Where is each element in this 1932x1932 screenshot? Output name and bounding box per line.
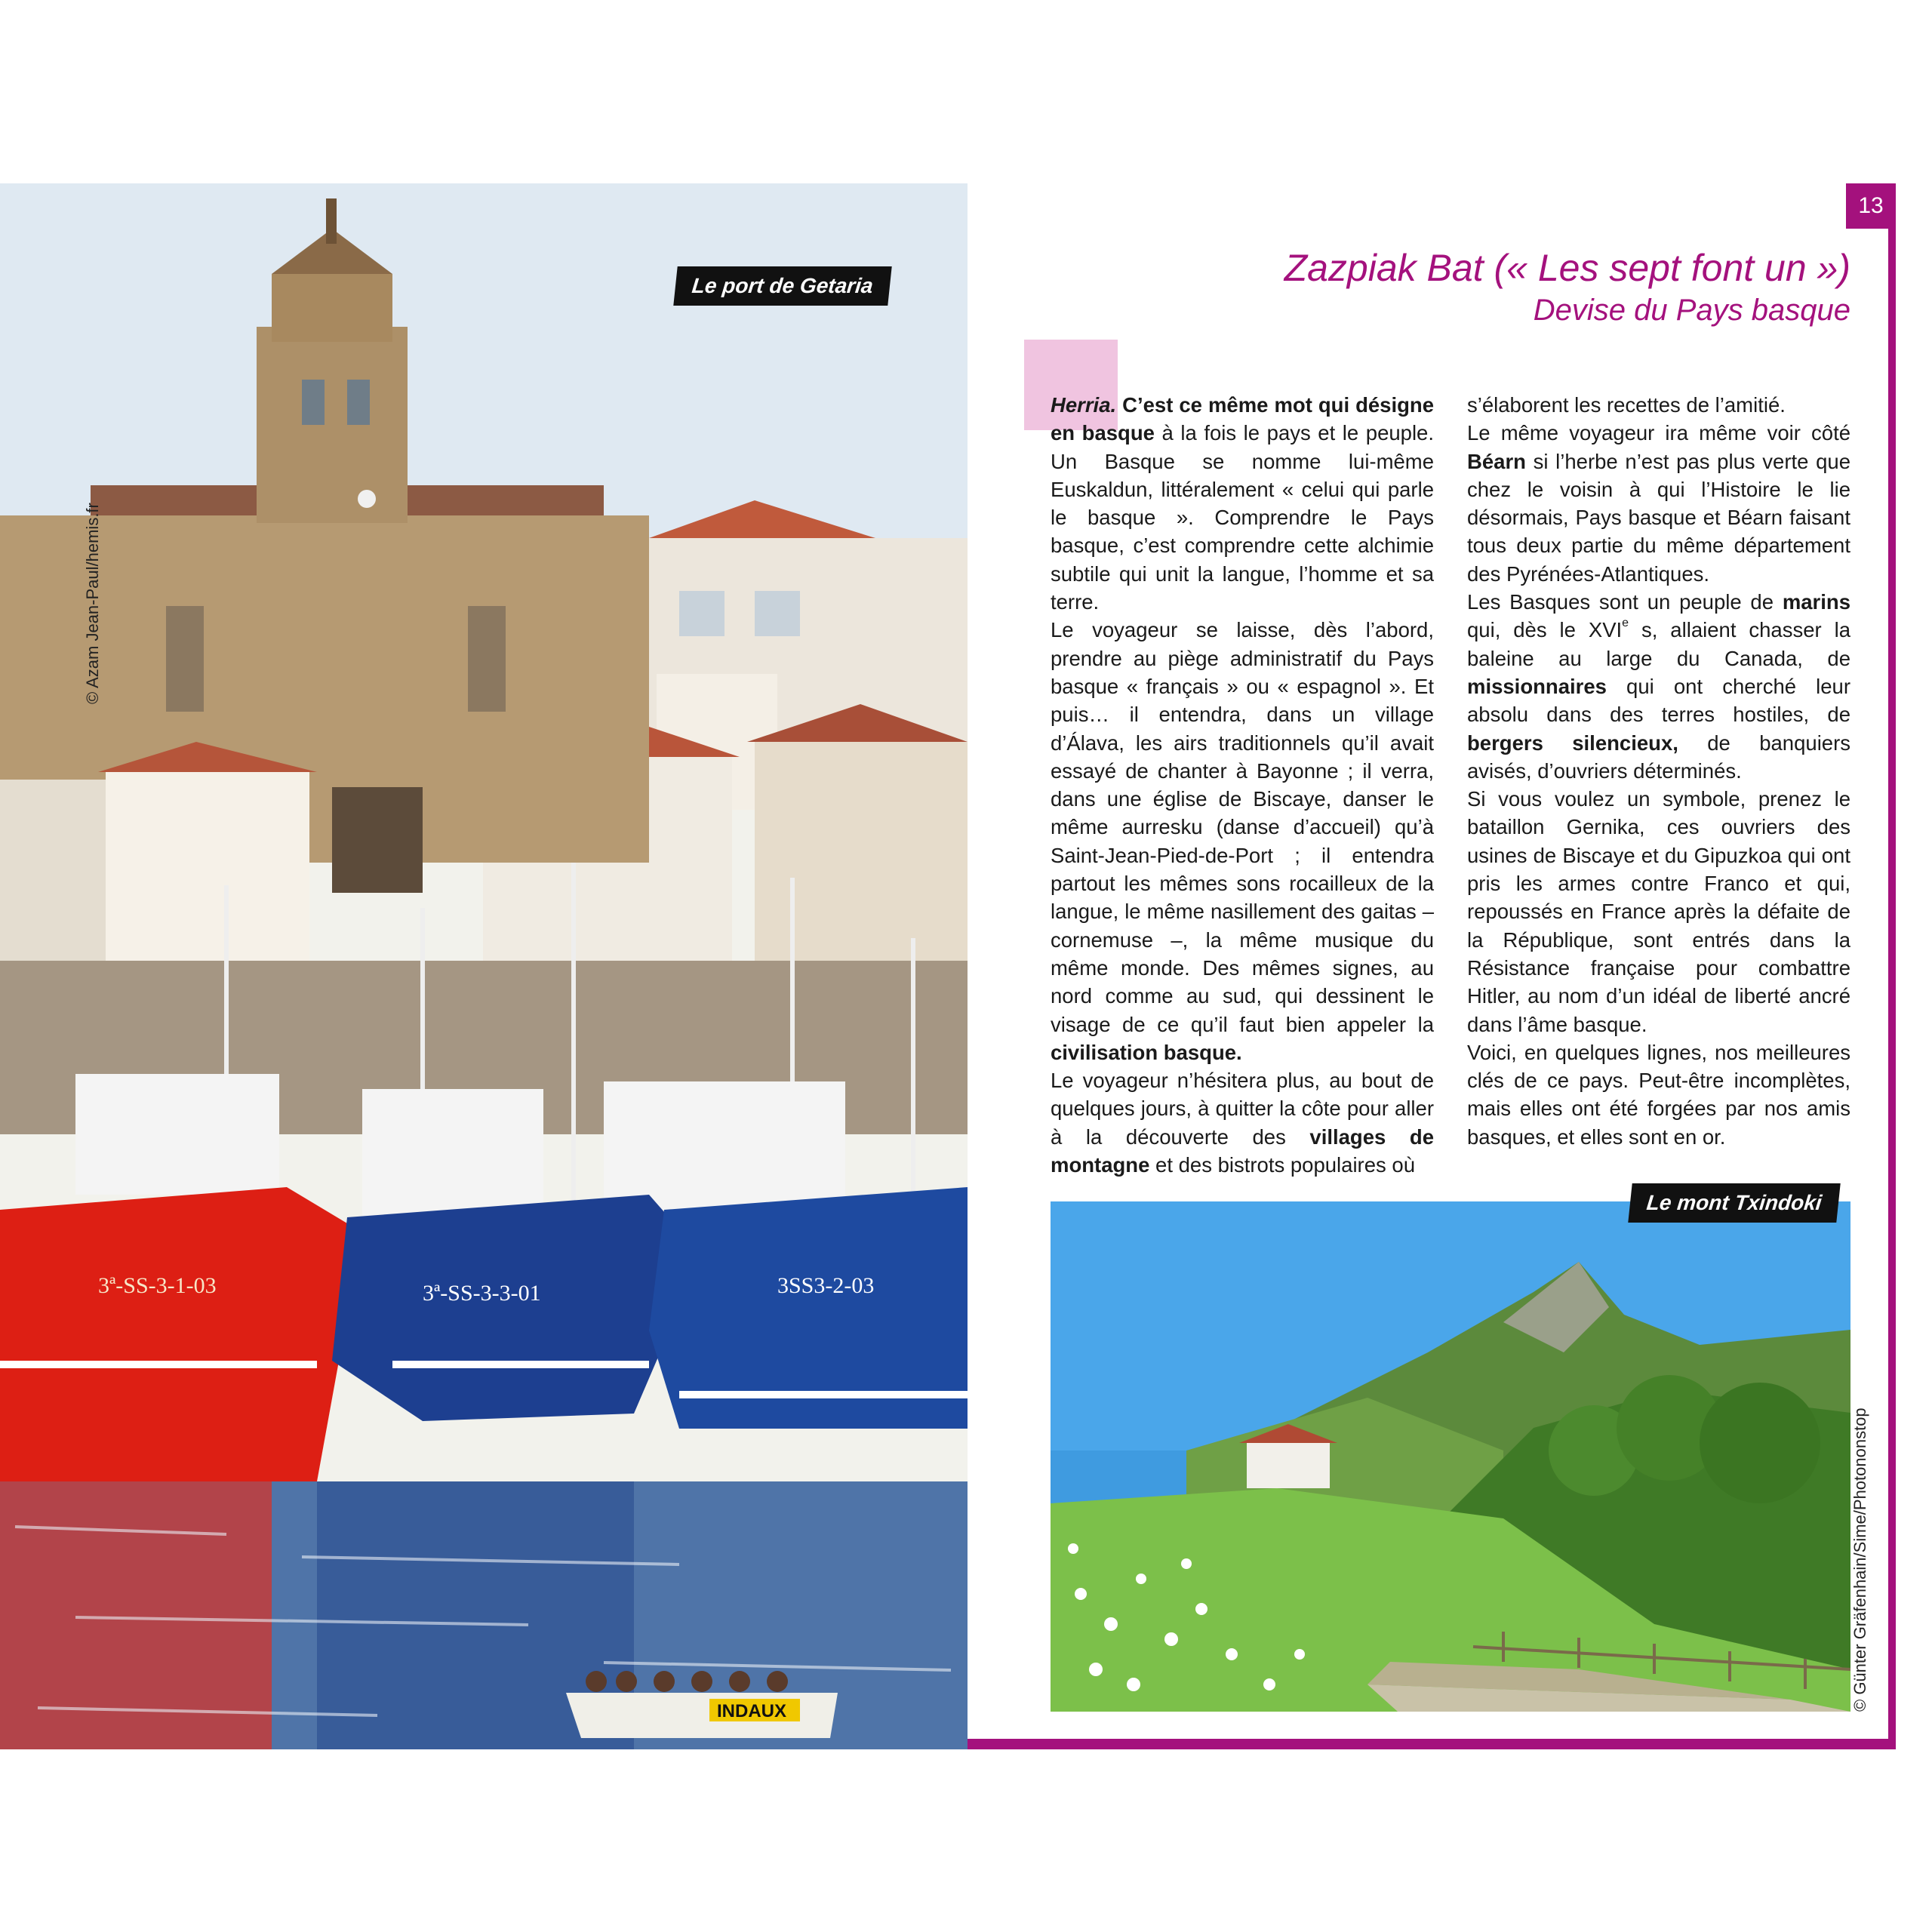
caption-txindoki: Le mont Txindoki bbox=[1628, 1183, 1840, 1223]
body-text: Le voyageur se laisse, dès l’abord, prendre au piège administratif du Pays basque « français » ou « espagnol ». Et puis… il entendra, dans un village d’Álava, les airs traditionnels qu’il avait essayé de chanter à Bayonne ; il verra, dans une église de Biscaye, danser le même aurresku (danse d’accueil) qu’à Saint-Jean-Pied-de-Port ; il entendra partout les mêmes sons rocailleux de la langue, le même nasillement des gaitas – cornemuse –, la même musique du même monde. Des mêmes signes, au nord comme au sud, qui dessinent le visage de ce qu’il faut bien appeler la bbox=[1051, 618, 1434, 1036]
photo-credit-getaria: © Azam Jean-Paul/hemis.fr bbox=[83, 503, 102, 704]
body-text: qui, dès le XVI bbox=[1467, 618, 1623, 642]
superscript: e bbox=[1622, 617, 1629, 630]
getaria-port-photo bbox=[0, 183, 968, 1749]
bold-text: marins bbox=[1782, 590, 1850, 614]
text-column-1 bbox=[1051, 391, 1434, 1179]
body-text: si l’herbe n’est pas plus verte que chez le voisin à qui l’Histoire le lie désormais, Pays basque et Béarn faisant tous deux partie du même département des Pyrénées-Atlantiques. bbox=[1467, 449, 1850, 586]
txindoki-photo bbox=[1051, 1201, 1850, 1712]
paragraph bbox=[1051, 1066, 1434, 1179]
body-text: s’élaborent les recettes de l’amitié. bbox=[1467, 393, 1786, 417]
paragraph bbox=[1467, 785, 1850, 1038]
paragraph bbox=[1051, 391, 1434, 616]
bold-text: C’est ce même mot qui désigne en basque bbox=[1051, 393, 1434, 445]
paragraph bbox=[1467, 391, 1850, 419]
rowboat-label: INDAUX bbox=[717, 1701, 787, 1721]
page-bottom-bar bbox=[968, 1739, 1896, 1749]
bold-text: civilisation basque. bbox=[1051, 1040, 1242, 1064]
body-text: Voici, en quelques lignes, nos meilleures clés de ce pays. Peut-être incomplètes, mais elles ont été forgées par nos amis basques, et elles sont en or. bbox=[1467, 1040, 1850, 1149]
lead-word: Herria. bbox=[1051, 393, 1117, 417]
body-text: qui ont cherché leur absolu dans des terres hostiles, de bbox=[1467, 674, 1850, 727]
body-text: à la fois le pays et le peuple. Un Basque se nomme lui-même Euskaldun, littéralement « celui qui parle le basque ». Comprendre le Pays basque, c’est comprendre cette alchimie subtile qui unit la langue, l’homme et sa terre. bbox=[1051, 421, 1434, 614]
body-text: Les Basques sont un peuple de bbox=[1467, 590, 1783, 614]
getaria-port-illustration bbox=[0, 183, 968, 1749]
bold-text: bergers silencieux, bbox=[1467, 731, 1678, 755]
paragraph bbox=[1467, 1038, 1850, 1151]
body-text: de banquiers avisés, d’ouvriers déterminés. bbox=[1467, 731, 1851, 783]
paragraph bbox=[1467, 419, 1850, 588]
body-text: et des bistrots populaires où bbox=[1149, 1153, 1415, 1177]
paragraph bbox=[1051, 616, 1434, 1066]
page-subtitle: Devise du Pays basque bbox=[1533, 294, 1850, 327]
headline-block bbox=[1284, 245, 1850, 330]
photo-credit-txindoki: © Günter Gräfenhain/Sime/Photononstop bbox=[1850, 1407, 1869, 1712]
body-text: Le même voyageur ira même voir côté bbox=[1467, 421, 1850, 445]
body-text: s, allaient chasser la baleine au large du Canada, de bbox=[1467, 618, 1850, 670]
boat-number-blue-2: 3SS3-2-03 bbox=[777, 1273, 875, 1298]
page-number: 13 bbox=[1846, 183, 1896, 229]
paragraph bbox=[1467, 588, 1850, 785]
boat-number-blue: 3ª-SS-3-3-01 bbox=[423, 1281, 541, 1306]
body-text: Le voyageur n’hésitera plus, au bout de quelques jours, à quitter la côte pour aller à la découverte des bbox=[1051, 1069, 1434, 1149]
bold-text: Béarn bbox=[1467, 449, 1526, 473]
bold-text: missionnaires bbox=[1467, 674, 1607, 698]
boat-number-red: 3ª-SS-3-1-03 bbox=[98, 1273, 217, 1298]
bold-text: villages de montagne bbox=[1051, 1124, 1434, 1177]
text-column-2 bbox=[1467, 391, 1850, 1151]
caption-getaria: Le port de Getaria bbox=[673, 266, 891, 306]
body-text: Si vous voulez un symbole, prenez le bataillon Gernika, ces ouvriers des usines de Biscaye et du Gipuzkoa qui ont pris les armes contre Franco et qui, repoussés en France après la défaite de la République, sont entrés dans la Résistance française pour combattre Hitler, au nom d’un idéal de liberté ancré dans l’âme basque. bbox=[1467, 787, 1850, 1036]
page-title: Zazpiak Bat (« Les sept font un ») bbox=[1284, 247, 1850, 289]
txindoki-illustration bbox=[1051, 1201, 1850, 1712]
page-edge-bar bbox=[1888, 183, 1896, 1749]
